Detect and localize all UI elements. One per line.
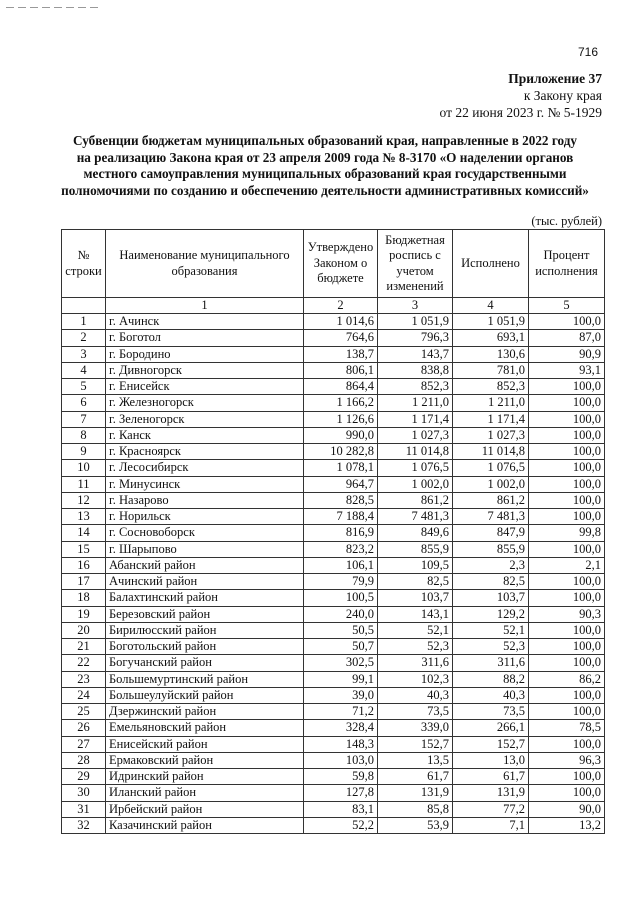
row-number: 7 — [62, 411, 106, 427]
execution-percent: 100,0 — [529, 411, 605, 427]
row-number: 15 — [62, 541, 106, 557]
row-number: 9 — [62, 444, 106, 460]
row-number: 19 — [62, 606, 106, 622]
approved-amount: 816,9 — [304, 525, 378, 541]
row-number: 12 — [62, 492, 106, 508]
table-row — [62, 314, 605, 330]
budget-schedule-amount: 53,9 — [378, 817, 453, 833]
executed-amount: 781,0 — [453, 362, 529, 378]
municipality-name: Боготольский район — [106, 639, 304, 655]
row-number: 14 — [62, 525, 106, 541]
header-budget-schedule: Бюджетная роспись с учетом изменений — [378, 230, 453, 298]
budget-schedule-amount: 1 211,0 — [378, 395, 453, 411]
table-row — [62, 606, 605, 622]
executed-amount: 152,7 — [453, 736, 529, 752]
executed-amount: 77,2 — [453, 801, 529, 817]
execution-percent: 100,0 — [529, 492, 605, 508]
table-row — [62, 379, 605, 395]
title-line: Субвенции бюджетам муниципальных образований края, направленные в 2022 году — [73, 133, 577, 148]
municipality-name: г. Минусинск — [106, 476, 304, 492]
approved-amount: 1 014,6 — [304, 314, 378, 330]
approved-amount: 1 078,1 — [304, 460, 378, 476]
approved-amount: 806,1 — [304, 362, 378, 378]
column-number: 3 — [378, 298, 453, 314]
approved-amount: 1 166,2 — [304, 395, 378, 411]
executed-amount: 73,5 — [453, 704, 529, 720]
header-municipality: Наименование муниципального образования — [106, 230, 304, 298]
execution-percent: 2,1 — [529, 557, 605, 573]
execution-percent: 100,0 — [529, 704, 605, 720]
approved-amount: 127,8 — [304, 785, 378, 801]
execution-percent: 99,8 — [529, 525, 605, 541]
table-row — [62, 752, 605, 768]
execution-percent: 93,1 — [529, 362, 605, 378]
approved-amount: 138,7 — [304, 346, 378, 362]
execution-percent: 100,0 — [529, 769, 605, 785]
executed-amount: 1 076,5 — [453, 460, 529, 476]
budget-schedule-amount: 861,2 — [378, 492, 453, 508]
row-number: 10 — [62, 460, 106, 476]
approved-amount: 50,5 — [304, 622, 378, 638]
row-number: 13 — [62, 509, 106, 525]
execution-percent: 86,2 — [529, 671, 605, 687]
executed-amount: 1 002,0 — [453, 476, 529, 492]
row-number: 4 — [62, 362, 106, 378]
table-body — [62, 314, 605, 834]
subvention-table — [61, 229, 605, 834]
row-number: 8 — [62, 427, 106, 443]
approved-amount: 71,2 — [304, 704, 378, 720]
header-approved: Утверждено Законом о бюджете — [304, 230, 378, 298]
execution-percent: 87,0 — [529, 330, 605, 346]
row-number: 20 — [62, 622, 106, 638]
budget-schedule-amount: 82,5 — [378, 574, 453, 590]
row-number: 3 — [62, 346, 106, 362]
table-row — [62, 671, 605, 687]
title-line: на реализацию Закона края от 23 апреля 2009 года № 8-3170 «О наделении органов — [76, 149, 574, 165]
municipality-name: г. Канск — [106, 427, 304, 443]
budget-schedule-amount: 152,7 — [378, 736, 453, 752]
table-row — [62, 785, 605, 801]
appendix-law: к Закону края — [523, 88, 602, 103]
execution-percent: 100,0 — [529, 379, 605, 395]
municipality-name: г. Боготол — [106, 330, 304, 346]
row-number: 2 — [62, 330, 106, 346]
municipality-name: г. Зеленогорск — [106, 411, 304, 427]
executed-amount: 7,1 — [453, 817, 529, 833]
municipality-name: Дзержинский район — [106, 704, 304, 720]
table-row — [62, 492, 605, 508]
budget-schedule-amount: 311,6 — [378, 655, 453, 671]
approved-amount: 823,2 — [304, 541, 378, 557]
execution-percent: 100,0 — [529, 509, 605, 525]
budget-schedule-amount: 61,7 — [378, 769, 453, 785]
table-row — [62, 769, 605, 785]
municipality-name: Ирбейский район — [106, 801, 304, 817]
municipality-name: Казачинский район — [106, 817, 304, 833]
row-number: 28 — [62, 752, 106, 768]
municipality-name: Абанский район — [106, 557, 304, 573]
approved-amount: 59,8 — [304, 769, 378, 785]
row-number: 27 — [62, 736, 106, 752]
budget-schedule-amount: 52,1 — [378, 622, 453, 638]
budget-schedule-amount: 855,9 — [378, 541, 453, 557]
executed-amount: 131,9 — [453, 785, 529, 801]
approved-amount: 106,1 — [304, 557, 378, 573]
budget-schedule-amount: 109,5 — [378, 557, 453, 573]
budget-schedule-amount: 40,3 — [378, 687, 453, 703]
table-row — [62, 362, 605, 378]
municipality-name: Ермаковский район — [106, 752, 304, 768]
table-row — [62, 655, 605, 671]
appendix-reference — [440, 70, 602, 121]
executed-amount: 11 014,8 — [453, 444, 529, 460]
budget-schedule-amount: 73,5 — [378, 704, 453, 720]
table-row — [62, 444, 605, 460]
units-label: (тыс. рублей) — [531, 214, 602, 228]
approved-amount: 100,5 — [304, 590, 378, 606]
approved-amount: 83,1 — [304, 801, 378, 817]
executed-amount: 129,2 — [453, 606, 529, 622]
approved-amount: 764,6 — [304, 330, 378, 346]
budget-schedule-amount: 143,7 — [378, 346, 453, 362]
table-row — [62, 622, 605, 638]
table-row — [62, 476, 605, 492]
budget-schedule-amount: 131,9 — [378, 785, 453, 801]
municipality-name: г. Норильск — [106, 509, 304, 525]
executed-amount: 13,0 — [453, 752, 529, 768]
row-number: 23 — [62, 671, 106, 687]
approved-amount: 990,0 — [304, 427, 378, 443]
approved-amount: 328,4 — [304, 720, 378, 736]
row-number: 29 — [62, 769, 106, 785]
municipality-name: Идринский район — [106, 769, 304, 785]
executed-amount: 855,9 — [453, 541, 529, 557]
column-number: 5 — [529, 298, 605, 314]
executed-amount: 1 171,4 — [453, 411, 529, 427]
execution-percent: 90,9 — [529, 346, 605, 362]
approved-amount: 99,1 — [304, 671, 378, 687]
budget-schedule-amount: 796,3 — [378, 330, 453, 346]
table-row — [62, 817, 605, 833]
municipality-name: Бирилюсский район — [106, 622, 304, 638]
executed-amount: 61,7 — [453, 769, 529, 785]
municipality-name: Балахтинский район — [106, 590, 304, 606]
table-row — [62, 574, 605, 590]
table-row — [62, 687, 605, 703]
execution-percent: 100,0 — [529, 476, 605, 492]
execution-percent: 100,0 — [529, 785, 605, 801]
scan-artifact — [6, 7, 98, 8]
executed-amount: 82,5 — [453, 574, 529, 590]
municipality-name: Богучанский район — [106, 655, 304, 671]
row-number: 1 — [62, 314, 106, 330]
executed-amount: 693,1 — [453, 330, 529, 346]
executed-amount: 2,3 — [453, 557, 529, 573]
executed-amount: 311,6 — [453, 655, 529, 671]
header-executed: Исполнено — [453, 230, 529, 298]
budget-schedule-amount: 1 002,0 — [378, 476, 453, 492]
execution-percent: 100,0 — [529, 590, 605, 606]
execution-percent: 100,0 — [529, 395, 605, 411]
municipality-name: г. Назарово — [106, 492, 304, 508]
approved-amount: 864,4 — [304, 379, 378, 395]
executed-amount: 1 027,3 — [453, 427, 529, 443]
municipality-name: г. Бородино — [106, 346, 304, 362]
municipality-name: г. Железногорск — [106, 395, 304, 411]
municipality-name: Большемуртинский район — [106, 671, 304, 687]
municipality-name: Ачинский район — [106, 574, 304, 590]
row-number: 11 — [62, 476, 106, 492]
budget-schedule-amount: 849,6 — [378, 525, 453, 541]
header-row-number: № строки — [62, 230, 106, 298]
municipality-name: Иланский район — [106, 785, 304, 801]
execution-percent: 100,0 — [529, 736, 605, 752]
executed-amount: 40,3 — [453, 687, 529, 703]
execution-percent: 100,0 — [529, 622, 605, 638]
municipality-name: г. Красноярск — [106, 444, 304, 460]
column-number: 2 — [304, 298, 378, 314]
execution-percent: 100,0 — [529, 574, 605, 590]
budget-schedule-amount: 339,0 — [378, 720, 453, 736]
budget-schedule-amount: 11 014,8 — [378, 444, 453, 460]
row-number: 5 — [62, 379, 106, 395]
execution-percent: 100,0 — [529, 460, 605, 476]
approved-amount: 79,9 — [304, 574, 378, 590]
execution-percent: 100,0 — [529, 427, 605, 443]
execution-percent: 100,0 — [529, 655, 605, 671]
row-number: 6 — [62, 395, 106, 411]
execution-percent: 100,0 — [529, 687, 605, 703]
municipality-name: г. Енисейск — [106, 379, 304, 395]
execution-percent: 90,3 — [529, 606, 605, 622]
row-number: 31 — [62, 801, 106, 817]
execution-percent: 100,0 — [529, 541, 605, 557]
row-number: 22 — [62, 655, 106, 671]
approved-amount: 148,3 — [304, 736, 378, 752]
table-row — [62, 427, 605, 443]
document-title — [40, 133, 610, 199]
row-number: 26 — [62, 720, 106, 736]
execution-percent: 100,0 — [529, 639, 605, 655]
municipality-name: Березовский район — [106, 606, 304, 622]
row-number: 18 — [62, 590, 106, 606]
municipality-name: г. Сосновоборск — [106, 525, 304, 541]
budget-schedule-amount: 52,3 — [378, 639, 453, 655]
executed-amount: 266,1 — [453, 720, 529, 736]
approved-amount: 10 282,8 — [304, 444, 378, 460]
budget-schedule-amount: 852,3 — [378, 379, 453, 395]
municipality-name: г. Лесосибирск — [106, 460, 304, 476]
approved-amount: 39,0 — [304, 687, 378, 703]
budget-schedule-amount: 102,3 — [378, 671, 453, 687]
table-row — [62, 720, 605, 736]
executed-amount: 1 211,0 — [453, 395, 529, 411]
budget-schedule-amount: 85,8 — [378, 801, 453, 817]
approved-amount: 7 188,4 — [304, 509, 378, 525]
table-row — [62, 525, 605, 541]
table-row — [62, 330, 605, 346]
table-row — [62, 395, 605, 411]
execution-percent: 90,0 — [529, 801, 605, 817]
budget-schedule-amount: 1 051,9 — [378, 314, 453, 330]
table-row — [62, 460, 605, 476]
table-row — [62, 541, 605, 557]
table-row — [62, 801, 605, 817]
execution-percent: 100,0 — [529, 444, 605, 460]
budget-schedule-amount: 1 076,5 — [378, 460, 453, 476]
municipality-name: Енисейский район — [106, 736, 304, 752]
approved-amount: 52,2 — [304, 817, 378, 833]
executed-amount: 88,2 — [453, 671, 529, 687]
budget-schedule-amount: 1 027,3 — [378, 427, 453, 443]
table-row — [62, 736, 605, 752]
table-row — [62, 704, 605, 720]
municipality-name: г. Ачинск — [106, 314, 304, 330]
municipality-name: Емельяновский район — [106, 720, 304, 736]
row-number: 25 — [62, 704, 106, 720]
appendix-date: от 22 июня 2023 г. № 5-1929 — [439, 105, 602, 120]
budget-schedule-amount: 1 171,4 — [378, 411, 453, 427]
header-row — [62, 230, 605, 298]
budget-schedule-amount: 103,7 — [378, 590, 453, 606]
approved-amount: 240,0 — [304, 606, 378, 622]
budget-schedule-amount: 838,8 — [378, 362, 453, 378]
approved-amount: 828,5 — [304, 492, 378, 508]
table-row — [62, 639, 605, 655]
title-line: полномочиями по созданию и обеспечению деятельности административных комиссий» — [61, 182, 589, 198]
row-number: 24 — [62, 687, 106, 703]
budget-schedule-amount: 7 481,3 — [378, 509, 453, 525]
municipality-name: Большеулуйский район — [106, 687, 304, 703]
executed-amount: 852,3 — [453, 379, 529, 395]
execution-percent: 78,5 — [529, 720, 605, 736]
executed-amount: 847,9 — [453, 525, 529, 541]
approved-amount: 103,0 — [304, 752, 378, 768]
approved-amount: 1 126,6 — [304, 411, 378, 427]
approved-amount: 964,7 — [304, 476, 378, 492]
municipality-name: г. Дивногорск — [106, 362, 304, 378]
municipality-name: г. Шарыпово — [106, 541, 304, 557]
executed-amount: 52,1 — [453, 622, 529, 638]
executed-amount: 52,3 — [453, 639, 529, 655]
executed-amount: 103,7 — [453, 590, 529, 606]
header-percent: Процент исполнения — [529, 230, 605, 298]
table-row — [62, 557, 605, 573]
execution-percent: 96,3 — [529, 752, 605, 768]
approved-amount: 50,7 — [304, 639, 378, 655]
execution-percent: 100,0 — [529, 314, 605, 330]
executed-amount: 861,2 — [453, 492, 529, 508]
row-number: 30 — [62, 785, 106, 801]
table-row — [62, 346, 605, 362]
row-number: 32 — [62, 817, 106, 833]
execution-percent: 13,2 — [529, 817, 605, 833]
appendix-title: Приложение 37 — [508, 71, 602, 86]
executed-amount: 1 051,9 — [453, 314, 529, 330]
row-number: 17 — [62, 574, 106, 590]
column-number: 1 — [106, 298, 304, 314]
column-number — [62, 298, 106, 314]
table-row — [62, 590, 605, 606]
budget-schedule-amount: 143,1 — [378, 606, 453, 622]
row-number: 16 — [62, 557, 106, 573]
approved-amount: 302,5 — [304, 655, 378, 671]
row-number: 21 — [62, 639, 106, 655]
title-line: местного самоуправления муниципальных образований края государственными — [83, 166, 567, 182]
table-row — [62, 509, 605, 525]
executed-amount: 7 481,3 — [453, 509, 529, 525]
executed-amount: 130,6 — [453, 346, 529, 362]
table-row — [62, 411, 605, 427]
page-number: 716 — [577, 45, 598, 59]
column-number-row — [62, 298, 605, 314]
column-number: 4 — [453, 298, 529, 314]
budget-schedule-amount: 13,5 — [378, 752, 453, 768]
